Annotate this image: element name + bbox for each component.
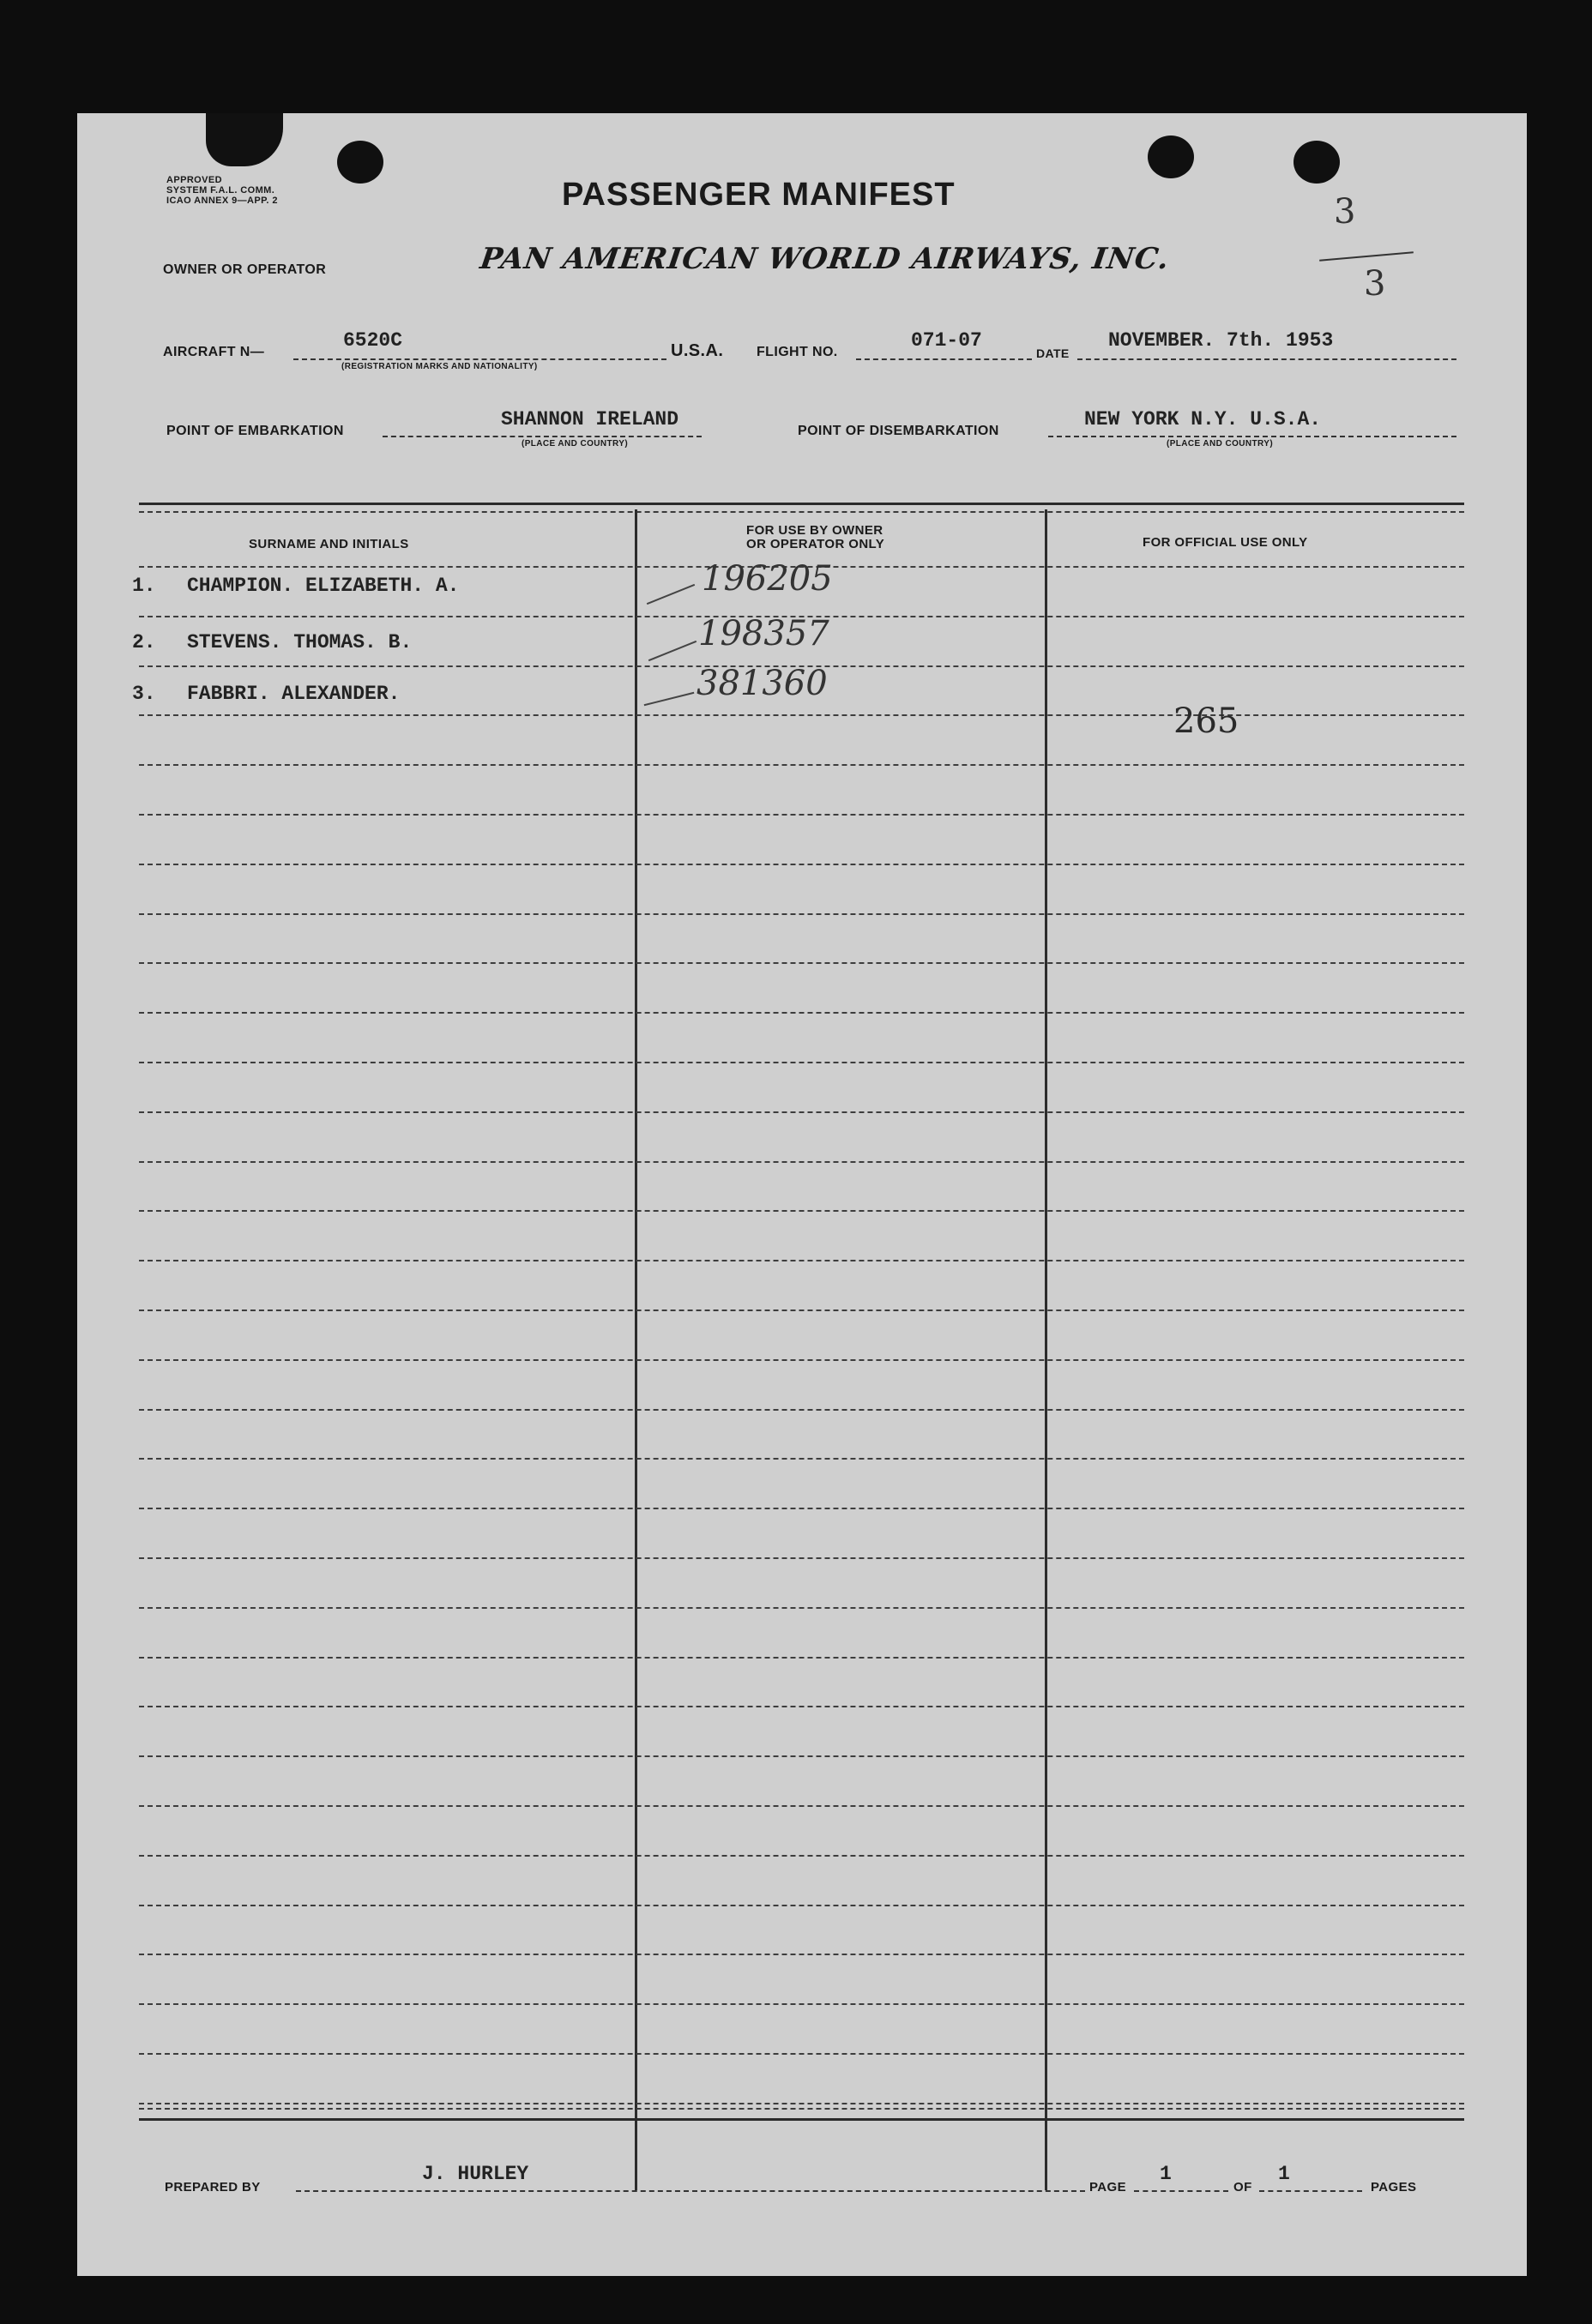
date-underline bbox=[1077, 358, 1456, 360]
table-row-line bbox=[139, 764, 1464, 766]
table-row-line bbox=[139, 2103, 1464, 2104]
flight-value: 071-07 bbox=[911, 329, 982, 352]
approval-line-1: APPROVED bbox=[166, 175, 222, 185]
row-2-name: STEVENS. THOMAS. B. bbox=[187, 631, 413, 653]
punch-hole-left bbox=[337, 141, 383, 184]
column-divider-1 bbox=[635, 509, 637, 2190]
embark-label: POINT OF EMBARKATION bbox=[166, 424, 344, 438]
col-operator-header-line2: OR OPERATOR ONLY bbox=[746, 537, 885, 551]
prepared-by-underline bbox=[296, 2190, 1085, 2192]
table-row-line bbox=[139, 1161, 1464, 1163]
table-row-line bbox=[139, 1557, 1464, 1559]
torn-corner-blot bbox=[206, 113, 283, 166]
table-row-line bbox=[139, 1310, 1464, 1311]
row-1-number: 196205 bbox=[702, 559, 833, 599]
table-row-line bbox=[139, 1905, 1464, 1906]
page-underline bbox=[1134, 2190, 1228, 2192]
table-row-line bbox=[139, 913, 1464, 915]
row-2-number: 198357 bbox=[698, 614, 829, 653]
row-3-name: FABBRI. ALEXANDER. bbox=[187, 683, 401, 705]
col-surname-header: SURNAME AND INITIALS bbox=[249, 537, 409, 551]
flight-underline bbox=[856, 358, 1032, 360]
table-row-line bbox=[139, 1954, 1464, 1955]
owner-label: OWNER OR OPERATOR bbox=[163, 262, 327, 277]
prepared-by-label: PREPARED BY bbox=[165, 2180, 261, 2195]
table-row-line bbox=[139, 714, 1464, 716]
pages-label: PAGES bbox=[1371, 2180, 1417, 2195]
row-3-number: 381360 bbox=[696, 664, 828, 703]
row-3-slash bbox=[644, 692, 695, 706]
aircraft-underline bbox=[293, 358, 666, 360]
page-title: PASSENGER MANIFEST bbox=[562, 177, 956, 213]
corner-note-top: 3 bbox=[1334, 192, 1356, 232]
table-row-line bbox=[139, 814, 1464, 816]
page-value: 1 bbox=[1160, 2163, 1172, 2185]
aircraft-label: AIRCRAFT N— bbox=[163, 345, 265, 359]
table-top-rule-1 bbox=[139, 503, 1464, 505]
of-value: 1 bbox=[1278, 2163, 1290, 2185]
table-row-line bbox=[139, 2003, 1464, 2005]
table-row-line bbox=[139, 1062, 1464, 1063]
row-1-num: 1. bbox=[132, 575, 156, 597]
table-row-line bbox=[139, 962, 1464, 964]
row-2-num: 2. bbox=[132, 631, 156, 653]
approval-line-2: SYSTEM F.A.L. COMM. bbox=[166, 185, 275, 196]
embark-value: SHANNON IRELAND bbox=[501, 408, 679, 430]
owner-value: PAN AMERICAN WORLD AIRWAYS, INC. bbox=[478, 242, 1172, 276]
table-row-line bbox=[139, 1755, 1464, 1757]
prepared-by-value: J. HURLEY bbox=[422, 2163, 529, 2185]
table-row-line bbox=[139, 1260, 1464, 1261]
corner-note-divider bbox=[1319, 251, 1414, 262]
table-row-line bbox=[139, 1012, 1464, 1014]
table-row-line bbox=[139, 1210, 1464, 1212]
embark-sublabel: (PLACE AND COUNTRY) bbox=[522, 439, 629, 449]
disembark-label: POINT OF DISEMBARKATION bbox=[798, 424, 999, 438]
table-bottom-rule-2 bbox=[139, 2118, 1464, 2121]
table-row-line bbox=[139, 1706, 1464, 1707]
punch-hole-right-2 bbox=[1294, 141, 1340, 184]
col-operator-header-line1: FOR USE BY OWNER bbox=[746, 523, 883, 538]
table-row-line bbox=[139, 1359, 1464, 1361]
table-row-line bbox=[139, 1458, 1464, 1460]
embark-underline bbox=[383, 436, 702, 437]
table-row-line bbox=[139, 1657, 1464, 1659]
manifest-page bbox=[77, 113, 1527, 2276]
row-3-num: 3. bbox=[132, 683, 156, 705]
table-row-line bbox=[139, 1855, 1464, 1857]
punch-hole-right-1 bbox=[1148, 135, 1194, 178]
disembark-value: NEW YORK N.Y. U.S.A. bbox=[1084, 408, 1322, 430]
official-stamp-number: 265 bbox=[1173, 701, 1239, 741]
of-underline bbox=[1259, 2190, 1362, 2192]
col-official-header: FOR OFFICIAL USE ONLY bbox=[1143, 535, 1308, 550]
column-divider-2 bbox=[1045, 509, 1047, 2190]
disembark-sublabel: (PLACE AND COUNTRY) bbox=[1167, 439, 1274, 449]
aircraft-value: 6520C bbox=[343, 329, 403, 352]
row-2-slash bbox=[648, 641, 696, 661]
table-bottom-rule-1 bbox=[139, 2108, 1464, 2110]
table-row-line bbox=[139, 2053, 1464, 2055]
table-top-rule-2 bbox=[139, 511, 1464, 513]
date-label: DATE bbox=[1036, 346, 1070, 360]
table-row-line bbox=[139, 1805, 1464, 1807]
table-row-line bbox=[139, 1111, 1464, 1113]
of-label: OF bbox=[1233, 2180, 1252, 2195]
table-row-line bbox=[139, 1508, 1464, 1509]
date-value: NOVEMBER. 7th. 1953 bbox=[1108, 329, 1334, 352]
usa-label: U.S.A. bbox=[671, 341, 724, 360]
disembark-underline bbox=[1048, 436, 1456, 437]
row-1-name: CHAMPION. ELIZABETH. A. bbox=[187, 575, 460, 597]
table-row-line bbox=[139, 864, 1464, 865]
corner-note-bottom: 3 bbox=[1364, 264, 1386, 304]
row-1-slash bbox=[647, 584, 695, 605]
aircraft-sublabel: (REGISTRATION MARKS AND NATIONALITY) bbox=[341, 362, 538, 371]
approval-line-3: ICAO ANNEX 9—APP. 2 bbox=[166, 196, 278, 206]
table-row-line bbox=[139, 1607, 1464, 1609]
flight-label: FLIGHT NO. bbox=[757, 345, 838, 359]
table-row-line bbox=[139, 1409, 1464, 1411]
page-label: PAGE bbox=[1089, 2180, 1126, 2195]
